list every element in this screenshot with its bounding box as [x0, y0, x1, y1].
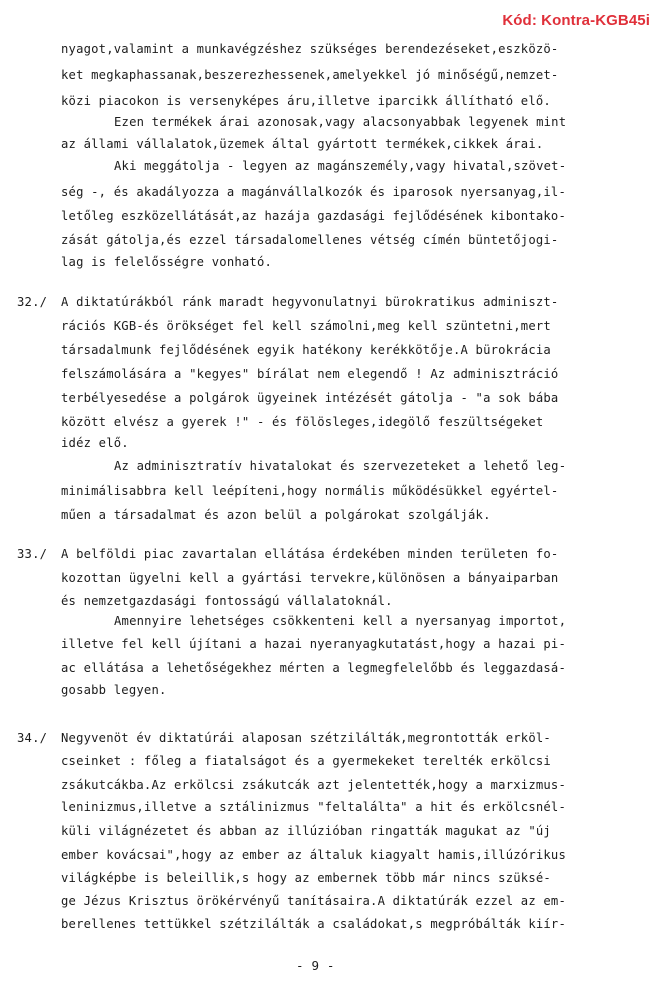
text-line: minimálisabbra kell leépíteni,hogy normális működésükkel egyértel-: [61, 484, 559, 498]
text-line: leninizmus,illetve a sztálinizmus "feltalálta" a hit és erkölcsnél-: [61, 800, 567, 814]
text-line: küli világnézetet és abban az illúzióban ringatták magukat az "új: [61, 824, 551, 838]
text-line: ket megkaphassanak,beszerezhessenek,amelyekkel jó minőségű,nemzet-: [61, 68, 559, 82]
text-line: idéz elő.: [61, 436, 129, 450]
section-number: 32./: [17, 295, 48, 309]
text-line: világképbe is beleillik,s hogy az embernek több már nincs szüksé-: [61, 871, 551, 885]
archive-code-stamp: Kód: Kontra-KGB45i: [502, 12, 650, 29]
text-line: Amennyire lehetséges csökkenteni kell a nyersanyag importot,: [114, 614, 567, 628]
text-line: Az adminisztratív hivatalokat és szervezeteket a lehető leg-: [114, 459, 567, 473]
text-line: az állami vállalatok,üzemek által gyártott termékek,cikkek árai.: [61, 137, 544, 151]
text-line: terbélyesedése a polgárok ügyeinek intézését gátolja - "a sok bába: [61, 391, 559, 405]
text-line: illetve fel kell újítani a hazai nyeranyagkutatást,hogy a hazai pi-: [61, 637, 567, 651]
text-line: ség -, és akadályozza a magánvállalkozók és iparosok nyersanyag,il-: [61, 185, 567, 199]
text-line: ac ellátása a lehetőségekhez mérten a legmegfelelőbb és leggazdasá-: [61, 661, 567, 675]
text-line: ember kovácsai",hogy az ember az általuk kiagyalt hamis,illúzórikus: [61, 848, 567, 862]
text-line: között elvész a gyerek !" - és fölösleges,idegölő feszültségeket: [61, 415, 544, 429]
text-line: cseinket : főleg a fiatalságot és a gyermekeket terelték erkölcsi: [61, 754, 551, 768]
text-line: rációs KGB-és örökséget fel kell számolni,meg kell szüntetni,mert: [61, 319, 551, 333]
text-line: felszámolására a "kegyes" bírálat nem elegendő ! Az adminisztráció: [61, 367, 559, 381]
text-line: nyagot,valamint a munkavégzéshez szükséges berendezéseket,eszközö-: [61, 42, 559, 56]
text-line: zását gátolja,és ezzel társadalomellenes vétség címén büntetőjogi-: [61, 233, 559, 247]
text-line: Negyvenöt év diktatúrái alaposan szétzilálták,megrontották erköl-: [61, 731, 551, 745]
text-line: kozottan ügyelni kell a gyártási tervekre,különösen a bányaiparban: [61, 571, 559, 585]
text-line: letőleg eszközellátását,az hazája gazdasági fejlődésének kibontako-: [61, 209, 567, 223]
text-line: közi piacokon is versenyképes áru,illetve iparcikk állítható elő.: [61, 94, 551, 108]
text-line: műen a társadalmat és azon belül a polgárokat szolgálják.: [61, 508, 491, 522]
text-line: lag is felelősségre vonható.: [61, 255, 273, 269]
text-line: ge Jézus Krisztus örökérvényű tanításaira.A diktatúrák ezzel az em-: [61, 894, 567, 908]
text-line: berellenes tettükkel szétzilálták a családokat,s megpróbálták kiír-: [61, 917, 567, 931]
text-line: A diktatúrákból ránk maradt hegyvonulatnyi bürokratikus adminiszt-: [61, 295, 559, 309]
text-line: Ezen termékek árai azonosak,vagy alacsonyabbak legyenek mint: [114, 115, 567, 129]
text-line: zsákutcákba.Az erkölcsi zsákutcák azt jelentették,hogy a marxizmus-: [61, 778, 567, 792]
text-line: Aki meggátolja - legyen az magánszemély,vagy hivatal,szövet-: [114, 159, 567, 173]
page-number: - 9 -: [296, 958, 335, 973]
section-number: 33./: [17, 547, 48, 561]
text-line: és nemzetgazdasági fontosságú vállalatoknál.: [61, 594, 393, 608]
text-line: társadalmunk fejlődésének egyik hatékony kerékkötője.A bürokrácia: [61, 343, 551, 357]
text-line: A belföldi piac zavartalan ellátása érdekében minden területen fo-: [61, 547, 559, 561]
text-line: gosabb legyen.: [61, 683, 167, 697]
section-number: 34./: [17, 731, 48, 745]
